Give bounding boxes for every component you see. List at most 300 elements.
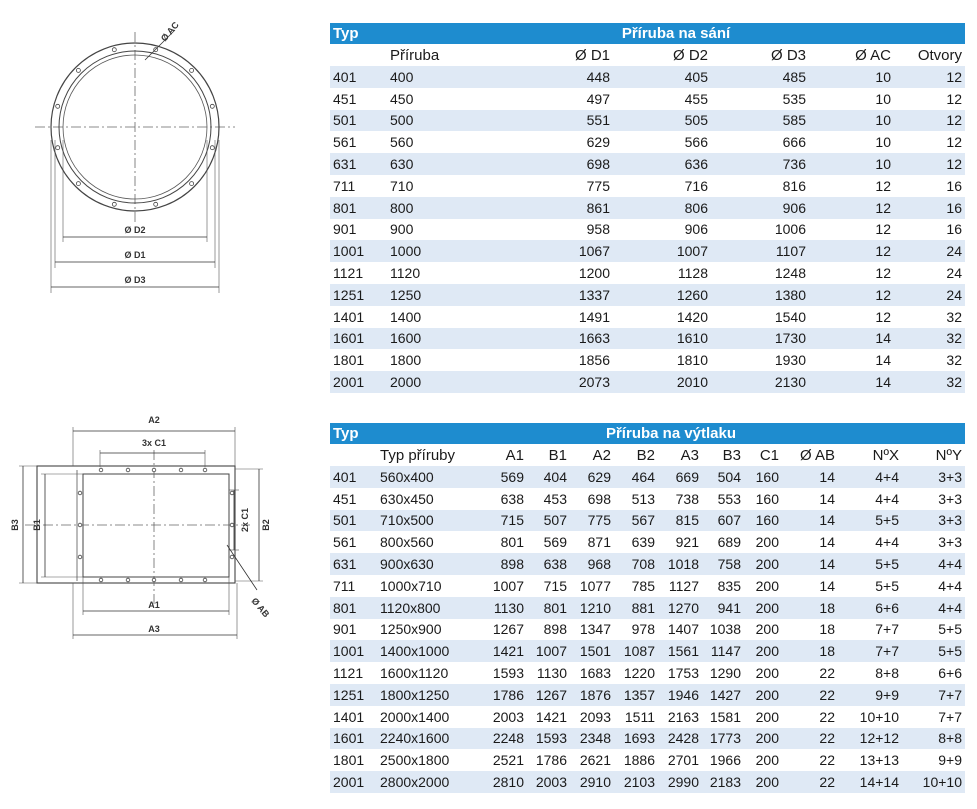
table-cell: 22 (782, 706, 838, 728)
table-cell: 1087 (614, 640, 658, 662)
table-cell: 775 (512, 175, 613, 197)
label-b3: B3 (10, 519, 20, 531)
table-cell: 7+7 (902, 684, 965, 706)
table-cell: 200 (744, 749, 782, 771)
table-row (330, 749, 965, 771)
bolt-hole (230, 555, 234, 559)
table-cell: 404 (527, 466, 570, 488)
table-cell: 12 (809, 284, 894, 306)
table-row (330, 219, 965, 241)
table-cell: 1876 (570, 684, 614, 706)
table-row (330, 619, 965, 641)
table-cell: 900x630 (377, 553, 480, 575)
table-cell: 405 (613, 66, 711, 88)
table-cell: 455 (613, 88, 711, 110)
table-cell: 1966 (702, 749, 744, 771)
column-header: Otvory (894, 44, 965, 66)
table-cell: 710 (387, 175, 512, 197)
table-cell: 2183 (702, 771, 744, 793)
table-cell: 711 (330, 575, 377, 597)
table-cell: 505 (613, 110, 711, 132)
table-row (330, 640, 965, 662)
label-d2: Ø D2 (124, 225, 146, 235)
table-cell: 504 (702, 466, 744, 488)
bolt-hole (78, 555, 82, 559)
table-cell: 1067 (512, 240, 613, 262)
bolt-hole (179, 578, 183, 582)
table-cell: 1267 (527, 684, 570, 706)
table-cell: 5+5 (838, 510, 902, 532)
table-cell: 716 (613, 175, 711, 197)
table-cell: 2093 (570, 706, 614, 728)
table-cell: 1130 (480, 597, 527, 619)
table-cell: 1581 (702, 706, 744, 728)
table-cell: 561 (330, 531, 377, 553)
table-cell: 567 (614, 510, 658, 532)
table-cell: 1000 (387, 240, 512, 262)
table-cell: 1610 (613, 328, 711, 350)
table-cell: 485 (711, 66, 809, 88)
table-cell: 22 (782, 749, 838, 771)
table2-typ-header: Typ (330, 423, 377, 444)
table-cell: 629 (570, 466, 614, 488)
label-a2: A2 (148, 415, 160, 425)
table-cell: 18 (782, 619, 838, 641)
table-cell: 669 (658, 466, 702, 488)
table-row (330, 328, 965, 350)
table-cell: 906 (613, 219, 711, 241)
table-cell: 507 (527, 510, 570, 532)
table-cell: 16 (894, 197, 965, 219)
table-cell: 14 (782, 466, 838, 488)
table-cell: 513 (614, 488, 658, 510)
table-cell: 1200 (512, 262, 613, 284)
table-cell: 901 (330, 619, 377, 641)
table-cell: 1593 (480, 662, 527, 684)
table-cell: 451 (330, 488, 377, 510)
table-cell: 22 (782, 662, 838, 684)
table-cell: 898 (527, 619, 570, 641)
table-cell: 1248 (711, 262, 809, 284)
table-cell: 1886 (614, 749, 658, 771)
bolt-hole (112, 48, 116, 52)
table-cell: 24 (894, 262, 965, 284)
table-cell: 13+13 (838, 749, 902, 771)
table-cell: 1001 (330, 240, 387, 262)
table-cell: 941 (702, 597, 744, 619)
table-cell: 631 (330, 553, 377, 575)
table-cell: 12 (809, 197, 894, 219)
table-cell: 666 (711, 131, 809, 153)
table-row (330, 728, 965, 750)
table2-column-headers (330, 444, 965, 466)
table-cell: 12 (894, 131, 965, 153)
table-cell: 500 (387, 110, 512, 132)
table-cell: 32 (894, 328, 965, 350)
table-cell: 401 (330, 466, 377, 488)
bolt-hole (76, 68, 80, 72)
table-cell: 535 (711, 88, 809, 110)
table-cell: 1501 (570, 640, 614, 662)
table-cell: 200 (744, 619, 782, 641)
bolt-hole (152, 468, 156, 472)
table-cell: 978 (614, 619, 658, 641)
table-cell: 1127 (658, 575, 702, 597)
bolt-hole (190, 68, 194, 72)
table-cell: 2240x1600 (377, 728, 480, 750)
table-cell: 1600x1120 (377, 662, 480, 684)
table-cell: 1593 (527, 728, 570, 750)
bolt-hole (56, 104, 60, 108)
table-row (330, 662, 965, 684)
table-cell: 10 (809, 131, 894, 153)
table-cell: 1561 (658, 640, 702, 662)
table-cell: 16 (894, 219, 965, 241)
table-cell: 758 (702, 553, 744, 575)
table-cell: 200 (744, 706, 782, 728)
column-header: Ø D1 (512, 44, 613, 66)
table-cell: 1427 (702, 684, 744, 706)
label-a3: A3 (148, 624, 160, 634)
table-cell: 1001 (330, 640, 377, 662)
bolt-hole (99, 468, 103, 472)
table-cell: 8+8 (838, 662, 902, 684)
table2-title: Příruba na výtlaku (377, 423, 965, 444)
table-cell: 14 (809, 371, 894, 393)
table-cell: 501 (330, 110, 387, 132)
table-cell: 1007 (527, 640, 570, 662)
bolt-hole (56, 146, 60, 150)
table-cell: 1250x900 (377, 619, 480, 641)
table-cell: 1856 (512, 349, 613, 371)
table-cell: 1810 (613, 349, 711, 371)
label-d3: Ø D3 (124, 275, 146, 285)
table-cell: 785 (614, 575, 658, 597)
table-cell: 2000x1400 (377, 706, 480, 728)
table-cell: 6+6 (902, 662, 965, 684)
table-cell: 585 (711, 110, 809, 132)
table-cell: 906 (711, 197, 809, 219)
table-cell: 1380 (711, 284, 809, 306)
table-cell: 12 (894, 153, 965, 175)
table-row (330, 553, 965, 575)
table-cell: 1401 (330, 706, 377, 728)
table-cell: 816 (711, 175, 809, 197)
table-cell: 1347 (570, 619, 614, 641)
table-cell: 450 (387, 88, 512, 110)
column-header: Ø AB (782, 444, 838, 466)
table-row (330, 110, 965, 132)
table-cell: 2521 (480, 749, 527, 771)
bolt-hole (76, 182, 80, 186)
table-cell: 14+14 (838, 771, 902, 793)
table-cell: 200 (744, 728, 782, 750)
table-cell: 1663 (512, 328, 613, 350)
table-cell: 7+7 (838, 619, 902, 641)
table-cell: 806 (613, 197, 711, 219)
table-row (330, 88, 965, 110)
table-cell: 900 (387, 219, 512, 241)
table-cell: 200 (744, 553, 782, 575)
table-row (330, 262, 965, 284)
table-cell: 10+10 (838, 706, 902, 728)
bolt-hole (230, 491, 234, 495)
table-cell: 464 (614, 466, 658, 488)
table-row (330, 510, 965, 532)
table-cell: 629 (512, 131, 613, 153)
table-cell: 2001 (330, 771, 377, 793)
table-cell: 401 (330, 66, 387, 88)
table-cell: 5+5 (902, 640, 965, 662)
table-cell: 14 (782, 488, 838, 510)
table-cell: 1400x1000 (377, 640, 480, 662)
table-cell: 901 (330, 219, 387, 241)
column-header: A2 (570, 444, 614, 466)
table-cell: 12 (809, 262, 894, 284)
table-row (330, 306, 965, 328)
table-cell: 1800x1250 (377, 684, 480, 706)
table-cell: 200 (744, 640, 782, 662)
table-cell: 200 (744, 597, 782, 619)
table-cell: 630x450 (377, 488, 480, 510)
table-cell: 708 (614, 553, 658, 575)
bolt-hole (126, 468, 130, 472)
table-cell: 1210 (570, 597, 614, 619)
table-cell: 5+5 (838, 553, 902, 575)
column-header: Ø D3 (711, 44, 809, 66)
table-cell: 14 (782, 553, 838, 575)
table-row (330, 466, 965, 488)
table-cell: 1491 (512, 306, 613, 328)
table-cell: 1267 (480, 619, 527, 641)
table-row (330, 488, 965, 510)
table-cell: 2130 (711, 371, 809, 393)
table-cell: 32 (894, 306, 965, 328)
label-ab: Ø AB (249, 595, 272, 620)
table-cell: 1121 (330, 662, 377, 684)
table-cell: 200 (744, 771, 782, 793)
table-cell: 1786 (527, 749, 570, 771)
table-cell: 553 (702, 488, 744, 510)
table-row (330, 131, 965, 153)
table-cell: 14 (782, 575, 838, 597)
table-cell: 1121 (330, 262, 387, 284)
table-cell: 689 (702, 531, 744, 553)
table-cell: 958 (512, 219, 613, 241)
table-cell: 18 (782, 640, 838, 662)
table-cell: 10 (809, 110, 894, 132)
table-cell: 5+5 (838, 575, 902, 597)
circular-flange-drawing (25, 10, 255, 300)
table-row (330, 706, 965, 728)
table-cell: 2428 (658, 728, 702, 750)
table-cell: 566 (613, 131, 711, 153)
table-cell: 2910 (570, 771, 614, 793)
table-cell: 1801 (330, 349, 387, 371)
table-cell: 1260 (613, 284, 711, 306)
table-cell: 1786 (480, 684, 527, 706)
table-cell: 560x400 (377, 466, 480, 488)
table-cell: 775 (570, 510, 614, 532)
table-cell: 638 (480, 488, 527, 510)
column-header: NºX (838, 444, 902, 466)
table-cell: 2810 (480, 771, 527, 793)
table-cell: 698 (512, 153, 613, 175)
table-cell: 4+4 (902, 575, 965, 597)
table-cell: 4+4 (902, 553, 965, 575)
table-row (330, 197, 965, 219)
bolt-hole (126, 578, 130, 582)
bolt-hole (210, 104, 214, 108)
table-row (330, 240, 965, 262)
table-cell: 160 (744, 488, 782, 510)
table-cell: 12 (894, 110, 965, 132)
table-cell: 18 (782, 597, 838, 619)
table-cell: 698 (570, 488, 614, 510)
table-cell: 1077 (570, 575, 614, 597)
table-cell: 2010 (613, 371, 711, 393)
table-cell: 1730 (711, 328, 809, 350)
table-cell: 2990 (658, 771, 702, 793)
label-c1: 3x C1 (141, 438, 167, 448)
table-cell: 607 (702, 510, 744, 532)
label-a1: A1 (148, 600, 160, 610)
table-cell: 1801 (330, 749, 377, 771)
table-cell: 12 (809, 240, 894, 262)
table-cell: 1511 (614, 706, 658, 728)
table-cell: 1421 (480, 640, 527, 662)
table-cell: 14 (782, 531, 838, 553)
table-cell: 1000x710 (377, 575, 480, 597)
table-cell: 160 (744, 466, 782, 488)
table-cell: 1773 (702, 728, 744, 750)
table-cell: 10 (809, 66, 894, 88)
table-intake-flange (330, 23, 965, 393)
table-cell: 501 (330, 510, 377, 532)
label-d1: Ø D1 (124, 250, 146, 260)
bolt-hole (78, 491, 82, 495)
column-header: Ø AC (809, 44, 894, 66)
table-cell: 200 (744, 662, 782, 684)
table-row (330, 153, 965, 175)
table-cell: 898 (480, 553, 527, 575)
bolt-hole (203, 468, 207, 472)
table-cell: 1220 (614, 662, 658, 684)
bolt-hole (112, 202, 116, 206)
table-cell: 22 (782, 684, 838, 706)
table-cell: 22 (782, 728, 838, 750)
bolt-hole (190, 182, 194, 186)
bolt-hole (152, 578, 156, 582)
table-cell: 1120 (387, 262, 512, 284)
table-cell: 9+9 (902, 749, 965, 771)
table-cell: 710x500 (377, 510, 480, 532)
table-cell: 453 (527, 488, 570, 510)
table-cell: 32 (894, 371, 965, 393)
table-cell: 4+4 (838, 531, 902, 553)
column-header: C1 (744, 444, 782, 466)
table-cell: 200 (744, 575, 782, 597)
table-cell: 1006 (711, 219, 809, 241)
table-cell: 638 (527, 553, 570, 575)
table1-typ-header: Typ (330, 23, 387, 44)
table-cell: 1270 (658, 597, 702, 619)
table-cell: 12+12 (838, 728, 902, 750)
table-cell: 1007 (480, 575, 527, 597)
table-cell: 1930 (711, 349, 809, 371)
table-cell: 7+7 (838, 640, 902, 662)
table-cell: 871 (570, 531, 614, 553)
bolt-hole (203, 578, 207, 582)
table-cell: 1018 (658, 553, 702, 575)
table-cell: 1946 (658, 684, 702, 706)
table-cell: 560 (387, 131, 512, 153)
table-cell: 14 (809, 328, 894, 350)
table-cell: 14 (809, 349, 894, 371)
table-cell: 6+6 (838, 597, 902, 619)
table-cell: 5+5 (902, 619, 965, 641)
table-cell: 1130 (527, 662, 570, 684)
bolt-hole (154, 202, 158, 206)
table-cell: 631 (330, 153, 387, 175)
table-cell: 7+7 (902, 706, 965, 728)
table-cell: 12 (894, 88, 965, 110)
table-cell: 1683 (570, 662, 614, 684)
table-row (330, 349, 965, 371)
table-cell: 400 (387, 66, 512, 88)
table-cell: 1420 (613, 306, 711, 328)
table-cell: 2348 (570, 728, 614, 750)
table-cell: 801 (527, 597, 570, 619)
table-row (330, 175, 965, 197)
table-cell: 4+4 (902, 597, 965, 619)
table-cell: 2701 (658, 749, 702, 771)
column-header: B1 (527, 444, 570, 466)
table-cell: 448 (512, 66, 613, 88)
table-cell: 9+9 (838, 684, 902, 706)
table-cell: 630 (387, 153, 512, 175)
table-cell: 835 (702, 575, 744, 597)
table-cell: 3+3 (902, 488, 965, 510)
table-cell: 569 (527, 531, 570, 553)
table-cell: 1250 (387, 284, 512, 306)
table-cell: 800x560 (377, 531, 480, 553)
table-cell: 22 (782, 771, 838, 793)
table-cell: 1400 (387, 306, 512, 328)
column-header: Příruba (387, 44, 512, 66)
column-header: A1 (480, 444, 527, 466)
table-cell: 1693 (614, 728, 658, 750)
table-cell: 715 (527, 575, 570, 597)
bolt-hole (99, 578, 103, 582)
table-cell: 1251 (330, 284, 387, 306)
table-cell: 8+8 (902, 728, 965, 750)
table-cell: 1038 (702, 619, 744, 641)
table-cell: 2003 (480, 706, 527, 728)
table-cell: 738 (658, 488, 702, 510)
table-cell: 1421 (527, 706, 570, 728)
table-cell: 12 (809, 219, 894, 241)
table-cell: 1337 (512, 284, 613, 306)
table-cell: 801 (480, 531, 527, 553)
table-cell: 1407 (658, 619, 702, 641)
table-cell: 3+3 (902, 531, 965, 553)
table-cell: 711 (330, 175, 387, 197)
table-row (330, 575, 965, 597)
table-cell: 1540 (711, 306, 809, 328)
table-cell: 2800x2000 (377, 771, 480, 793)
table-cell: 24 (894, 284, 965, 306)
